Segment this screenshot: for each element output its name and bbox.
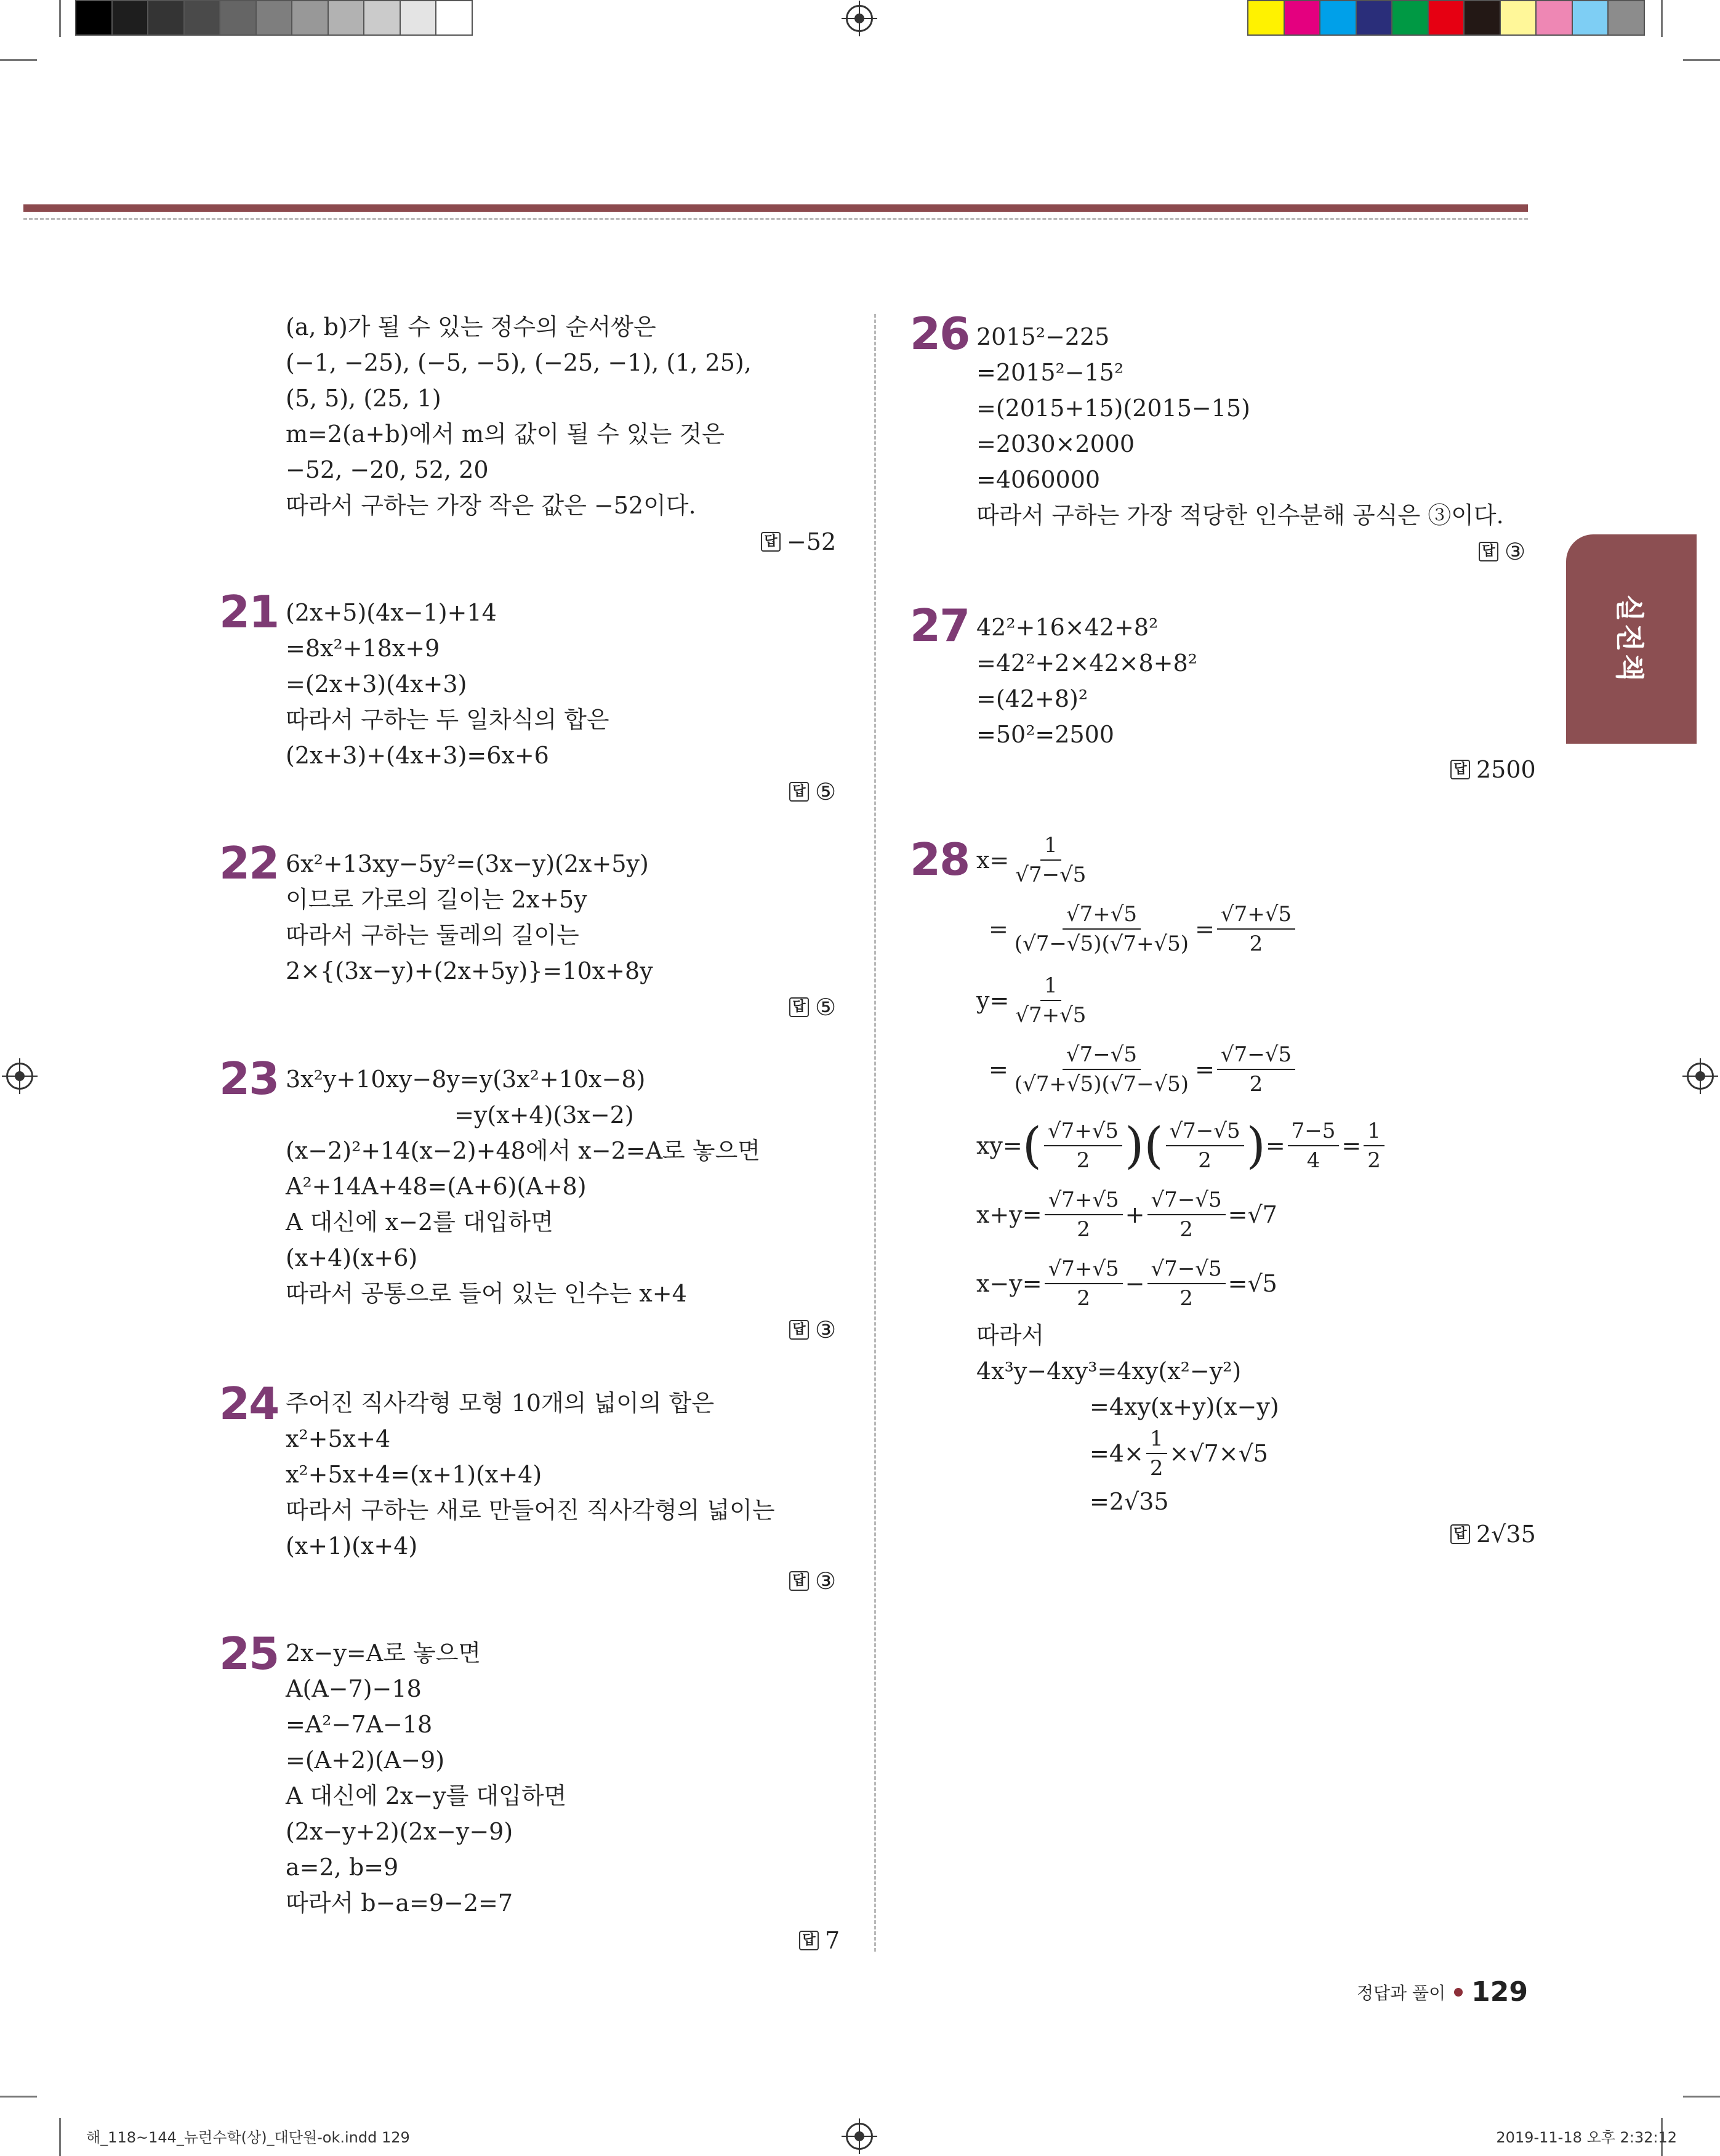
fraction — [1011, 900, 1192, 958]
answer-value: 2√35 — [1476, 1521, 1536, 1548]
math-term: − — [1125, 1270, 1145, 1297]
color-swatch — [292, 1, 329, 34]
solution-line: 3x²y+10xy−8y=y(3x²+10x−8) — [286, 1066, 646, 1093]
answer-value: ⑤ — [815, 778, 837, 805]
denominator: 4 — [1306, 1148, 1320, 1173]
section-tab — [1566, 534, 1697, 744]
numerator: √7−√5 — [1147, 1186, 1226, 1215]
math-term: x= — [976, 847, 1010, 874]
problem-number: 24 — [219, 1378, 279, 1430]
answer — [789, 994, 836, 1021]
math-term: = — [1341, 1132, 1362, 1159]
color-swatch — [1573, 1, 1609, 34]
answer — [789, 778, 836, 805]
solution-line: =(A+2)(A−9) — [286, 1747, 445, 1774]
equation-x-plus-y — [976, 1186, 1277, 1244]
equation-x-definition — [976, 831, 1092, 889]
equation-y-rationalized — [989, 1040, 1298, 1098]
denominator: 2 — [1249, 1072, 1263, 1096]
math-term: = — [989, 1056, 1008, 1083]
solution-line: =(2x+3)(4x+3) — [286, 670, 467, 698]
solution-line: (x+4)(x+6) — [286, 1244, 418, 1271]
numerator: √7−√5 — [1166, 1117, 1244, 1146]
answer-value: ③ — [815, 1316, 837, 1343]
solution-line: 4x³y−4xy³=4xy(x²−y²) — [976, 1358, 1242, 1385]
denominator: 2 — [1076, 1148, 1090, 1173]
fraction — [1011, 971, 1090, 1029]
denominator: 2 — [1249, 931, 1263, 956]
color-swatch — [148, 1, 185, 34]
solution-line: =42²+2×42×8+8² — [976, 650, 1197, 677]
registration-mark-icon — [1687, 1063, 1714, 1090]
denominator: (√7+√5)(√7−√5) — [1014, 1072, 1189, 1096]
answer-badge-icon: 답 — [1450, 1524, 1470, 1544]
numerator: √7+√5 — [1044, 1117, 1122, 1146]
math-term: = — [1195, 1056, 1215, 1083]
section-tab-label: 실전책 — [1613, 594, 1646, 684]
color-swatch — [1392, 1, 1429, 34]
fraction — [1045, 1186, 1123, 1244]
fraction — [1147, 1255, 1226, 1313]
math-term: ×√7×√5 — [1169, 1440, 1268, 1467]
header-dashed-rule — [23, 218, 1528, 220]
solution-line: =8x²+18x+9 — [286, 635, 440, 662]
right-paren: ) — [1125, 1117, 1144, 1174]
right-paren: ) — [1246, 1117, 1266, 1174]
fraction — [1217, 1040, 1295, 1098]
answer-badge-icon: 답 — [799, 1931, 819, 1950]
registration-mark-icon — [6, 1063, 33, 1090]
solution-line: 따라서 구하는 가장 작은 값은 −52이다. — [286, 492, 696, 519]
math-term: = — [989, 915, 1008, 943]
solution-line: 따라서 구하는 가장 적당한 인수분해 공식은 ③이다. — [976, 502, 1504, 529]
color-swatch — [185, 1, 221, 34]
fraction — [1044, 1117, 1122, 1175]
math-term: =√7 — [1228, 1201, 1277, 1228]
color-swatch — [220, 1, 257, 34]
math-term: = — [1265, 1132, 1285, 1159]
slug-file-info: 해_118~144_뉴런수학(상)_대단원-ok.indd 129 — [86, 2129, 410, 2146]
solution-line: a=2, b=9 — [286, 1854, 399, 1881]
problem-number: 26 — [910, 308, 970, 360]
numerator: √7−√5 — [1147, 1255, 1226, 1284]
solution-line: 주어진 직사각형 모형 10개의 넓이의 합은 — [286, 1390, 715, 1417]
math-term: =4× — [1090, 1440, 1144, 1467]
answer — [789, 1567, 836, 1595]
color-swatch — [1248, 1, 1285, 34]
equation-xy — [976, 1117, 1387, 1175]
denominator: √7−√5 — [1015, 863, 1087, 887]
answer-badge-icon: 답 — [789, 1571, 809, 1591]
solution-line: A 대신에 x−2를 대입하면 — [286, 1209, 553, 1236]
footer-label: 정답과 풀이 — [1356, 1982, 1446, 2003]
fraction — [1146, 1425, 1167, 1482]
answer-value: −52 — [787, 528, 837, 555]
math-term: =√5 — [1228, 1270, 1277, 1297]
solution-line: 따라서 구하는 둘레의 길이는 — [286, 922, 579, 949]
solution-line: x²+5x+4=(x+1)(x+4) — [286, 1461, 542, 1488]
color-swatch — [1429, 1, 1465, 34]
denominator: 2 — [1367, 1148, 1381, 1173]
answer-badge-icon: 답 — [761, 532, 781, 552]
numerator: √7−√5 — [1217, 1040, 1295, 1070]
registration-mark-icon — [846, 5, 873, 32]
answer-badge-icon: 답 — [1450, 760, 1470, 779]
solution-line: =2015²−15² — [976, 359, 1124, 386]
problem-number: 28 — [910, 834, 970, 885]
left-paren: ( — [1022, 1117, 1042, 1174]
solution-line: 2x−y=A로 놓으면 — [286, 1639, 481, 1667]
numerator: √7+√5 — [1045, 1186, 1123, 1215]
denominator: 2 — [1077, 1286, 1090, 1311]
page-footer — [1357, 1976, 1528, 2008]
denominator: √7+√5 — [1015, 1003, 1087, 1028]
crop-mark — [0, 2096, 37, 2098]
color-swatch — [113, 1, 149, 34]
answer-value: 7 — [825, 1927, 840, 1954]
denominator: 2 — [1179, 1286, 1193, 1311]
fraction — [1011, 1040, 1192, 1098]
answer — [761, 528, 836, 555]
solution-line: =2√35 — [1090, 1488, 1169, 1515]
cmyk-color-bar — [1247, 0, 1645, 36]
fraction — [1045, 1255, 1123, 1313]
math-term: xy= — [976, 1132, 1023, 1159]
math-term: x−y= — [976, 1270, 1042, 1297]
column-divider — [874, 314, 876, 1952]
color-swatch — [1537, 1, 1573, 34]
crop-mark — [1683, 59, 1720, 61]
equation-final-step — [1090, 1425, 1268, 1482]
math-term: = — [1195, 915, 1215, 943]
solution-line: A(A−7)−18 — [286, 1675, 422, 1702]
solution-line: 따라서 b−a=9−2=7 — [286, 1889, 513, 1917]
color-swatch — [257, 1, 293, 34]
solution-line: =A²−7A−18 — [286, 1711, 433, 1738]
crop-mark — [59, 2118, 61, 2156]
solution-line: m=2(a+b)에서 m의 값이 될 수 있는 것은 — [286, 420, 725, 448]
solution-line: 6x²+13xy−5y²=(3x−y)(2x+5y) — [286, 850, 649, 877]
bullet-icon — [1454, 1988, 1463, 1997]
solution-line: =50²=2500 — [976, 721, 1114, 748]
problem-number: 22 — [219, 837, 279, 889]
fraction — [1217, 900, 1295, 958]
answer — [1450, 756, 1536, 783]
fraction — [1147, 1186, 1226, 1244]
problem-number: 23 — [219, 1053, 279, 1104]
crop-mark — [59, 0, 61, 37]
answer-value: ⑤ — [815, 994, 837, 1021]
header-rule — [23, 204, 1528, 212]
solution-line: 2×{(3x−y)+(2x+5y)}=10x+8y — [286, 957, 653, 984]
solution-line: =2030×2000 — [976, 430, 1135, 457]
color-swatch — [1357, 1, 1393, 34]
denominator: 2 — [1149, 1456, 1163, 1481]
denominator: 2 — [1077, 1217, 1090, 1242]
problem-number: 25 — [219, 1628, 279, 1679]
solution-line: (x+1)(x+4) — [286, 1532, 418, 1559]
fraction — [1364, 1117, 1384, 1175]
numerator: 1 — [1040, 971, 1061, 1001]
solution-line: (5, 5), (25, 1) — [286, 385, 441, 412]
answer-badge-icon: 답 — [789, 1320, 809, 1340]
page-number: 129 — [1471, 1976, 1528, 2008]
color-swatch — [436, 1, 472, 34]
solution-line: 2015²−225 — [976, 323, 1110, 350]
solution-line: A²+14A+48=(A+6)(A+8) — [286, 1173, 587, 1200]
solution-line: =y(x+4)(3x−2) — [454, 1101, 634, 1128]
answer-value: ③ — [1505, 538, 1526, 565]
problem-number: 21 — [219, 586, 279, 638]
solution-line: (2x+5)(4x−1)+14 — [286, 599, 497, 626]
answer — [1450, 1521, 1536, 1548]
denominator: 2 — [1179, 1217, 1193, 1242]
solution-line: A 대신에 2x−y를 대입하면 — [286, 1782, 567, 1809]
color-swatch — [364, 1, 401, 34]
crop-mark — [1661, 0, 1663, 37]
numerator: 1 — [1364, 1117, 1384, 1146]
numerator: 7−5 — [1288, 1117, 1340, 1146]
fraction — [1288, 1117, 1340, 1175]
equation-y-definition — [976, 971, 1092, 1029]
color-swatch — [1285, 1, 1321, 34]
answer — [799, 1927, 840, 1954]
answer — [789, 1316, 836, 1343]
solution-line: 42²+16×42+8² — [976, 614, 1159, 641]
answer-value: 2500 — [1476, 756, 1536, 783]
denominator: (√7−√5)(√7+√5) — [1014, 931, 1189, 956]
crop-mark — [1683, 2096, 1720, 2098]
solution-line: (2x−y+2)(2x−y−9) — [286, 1818, 513, 1845]
math-term: x+y= — [976, 1201, 1042, 1228]
solution-line: =4xy(x+y)(x−y) — [1090, 1393, 1279, 1420]
crop-mark — [0, 59, 37, 61]
solution-line: =(2015+15)(2015−15) — [976, 395, 1250, 422]
fraction — [1166, 1117, 1244, 1175]
math-term: + — [1125, 1201, 1145, 1228]
solution-line: (x−2)²+14(x−2)+48에서 x−2=A로 놓으면 — [286, 1137, 760, 1164]
answer-value: ③ — [815, 1567, 837, 1595]
color-swatch — [1609, 1, 1644, 34]
solution-line: x²+5x+4 — [286, 1425, 391, 1452]
registration-mark-icon — [846, 2123, 873, 2150]
color-swatch — [76, 1, 113, 34]
numerator: 1 — [1040, 831, 1061, 861]
problem-number: 27 — [910, 600, 970, 651]
equation-x-rationalized — [989, 900, 1298, 958]
color-swatch — [1501, 1, 1537, 34]
solution-line: =4060000 — [976, 466, 1101, 493]
solution-line: (a, b)가 될 수 있는 정수의 순서쌍은 — [286, 313, 656, 340]
math-term: y= — [976, 987, 1010, 1014]
denominator: 2 — [1198, 1148, 1212, 1173]
fraction — [1011, 831, 1090, 889]
solution-line: −52, −20, 52, 20 — [286, 456, 489, 483]
solution-line: =(42+8)² — [976, 685, 1088, 712]
numerator: √7+√5 — [1045, 1255, 1123, 1284]
solution-line: 따라서 — [976, 1322, 1045, 1349]
solution-line: (−1, −25), (−5, −5), (−25, −1), (1, 25), — [286, 349, 752, 376]
solution-line: 따라서 구하는 두 일차식의 합은 — [286, 706, 609, 733]
color-swatch — [1465, 1, 1501, 34]
answer-badge-icon: 답 — [789, 782, 809, 802]
numerator: √7+√5 — [1063, 900, 1141, 930]
left-paren: ( — [1144, 1117, 1163, 1174]
answer-badge-icon: 답 — [1479, 542, 1498, 561]
answer-badge-icon: 답 — [789, 997, 809, 1017]
equation-x-minus-y — [976, 1255, 1277, 1313]
color-swatch — [329, 1, 365, 34]
color-swatch — [401, 1, 437, 34]
answer — [1479, 538, 1525, 565]
solution-line: 따라서 구하는 새로 만들어진 직사각형의 넓이는 — [286, 1497, 775, 1524]
slug-timestamp: 2019-11-18 오후 2:32:12 — [1496, 2129, 1677, 2146]
solution-line: 이므로 가로의 길이는 2x+5y — [286, 886, 587, 913]
solution-line: (2x+3)+(4x+3)=6x+6 — [286, 742, 549, 769]
numerator: √7+√5 — [1217, 900, 1295, 930]
numerator: √7−√5 — [1063, 1040, 1141, 1070]
color-swatch — [1320, 1, 1357, 34]
grayscale-color-bar — [75, 0, 473, 36]
numerator: 1 — [1146, 1425, 1167, 1454]
solution-line: 따라서 공통으로 들어 있는 인수는 x+4 — [286, 1280, 687, 1307]
